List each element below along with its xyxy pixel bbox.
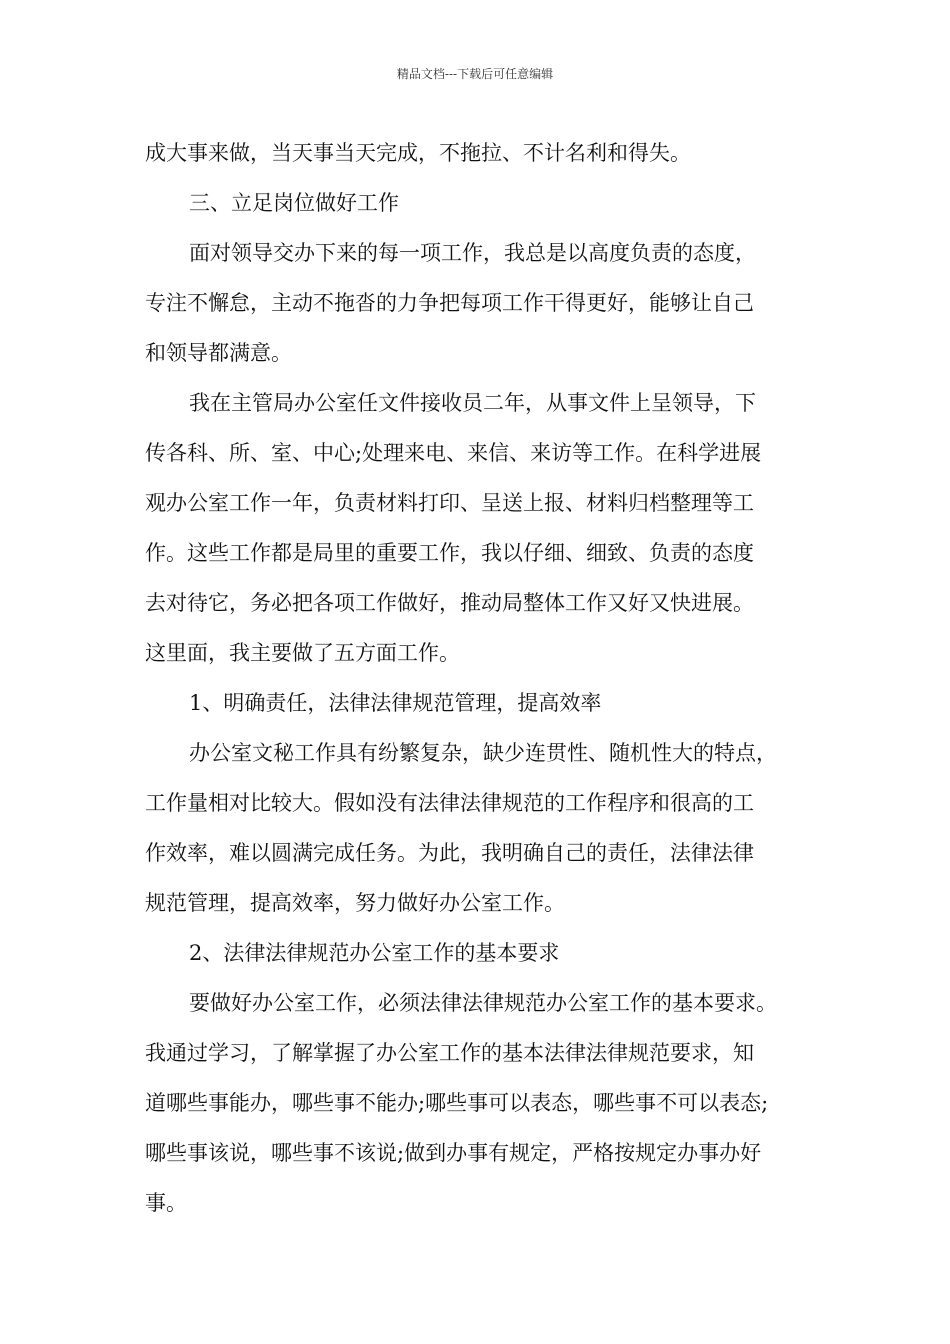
text-line: 我通过学习，了解掌握了办公室工作的基本法律法律规范要求，知 [145, 1041, 754, 1065]
text-line: 办公室文秘工作具有纷繁复杂，缺少连贯性、随机性大的特点， [189, 741, 777, 765]
text-line: 观办公室工作一年，负责材料打印、呈送上报、材料归档整理等工 [145, 491, 754, 515]
text-line: 道哪些事能办，哪些事不能办;哪些事可以表态，哪些事不可以表态; [145, 1091, 769, 1115]
text-line: 和领导都满意。 [145, 341, 292, 365]
text-line: 事。 [145, 1191, 187, 1215]
text-line: 2、法律法律规范办公室工作的基本要求 [189, 941, 560, 965]
text-line: 工作量相对比较大。假如没有法律法律规范的工作程序和很高的工 [145, 791, 754, 815]
text-line: 要做好办公室工作，必须法律法律规范办公室工作的基本要求。 [189, 991, 777, 1015]
text-line: 面对领导交办下来的每一项工作，我总是以高度负责的态度， [189, 241, 756, 265]
page-header: 精品文档---下载后可任意编辑 [396, 67, 554, 81]
text-line: 作。这些工作都是局里的重要工作，我以仔细、细致、负责的态度 [145, 541, 754, 565]
text-line: 成大事来做，当天事当天完成，不拖拉、不计名利和得失。 [145, 141, 691, 165]
text-line: 去对待它，务必把各项工作做好，推动局整体工作又好又快进展。 [145, 591, 754, 615]
text-line: 作效率，难以圆满完成任务。为此，我明确自己的责任，法律法律 [145, 841, 754, 865]
text-line: 这里面，我主要做了五方面工作。 [145, 641, 460, 665]
text-line: 专注不懈怠，主动不拖沓的力争把每项工作干得更好，能够让自己 [145, 291, 754, 315]
text-line: 1、明确责任，法律法律规范管理，提高效率 [189, 691, 602, 715]
text-line: 哪些事该说，哪些事不该说;做到办事有规定，严格按规定办事办好 [145, 1141, 762, 1165]
text-line: 我在主管局办公室任文件接收员二年，从事文件上呈领导，下 [189, 391, 756, 415]
text-line: 传各科、所、室、中心;处理来电、来信、来访等工作。在科学进展 [145, 441, 762, 465]
text-line: 三、立足岗位做好工作 [189, 191, 399, 215]
document-body [145, 128, 817, 1228]
text-line: 规范管理，提高效率，努力做好办公室工作。 [145, 891, 565, 915]
